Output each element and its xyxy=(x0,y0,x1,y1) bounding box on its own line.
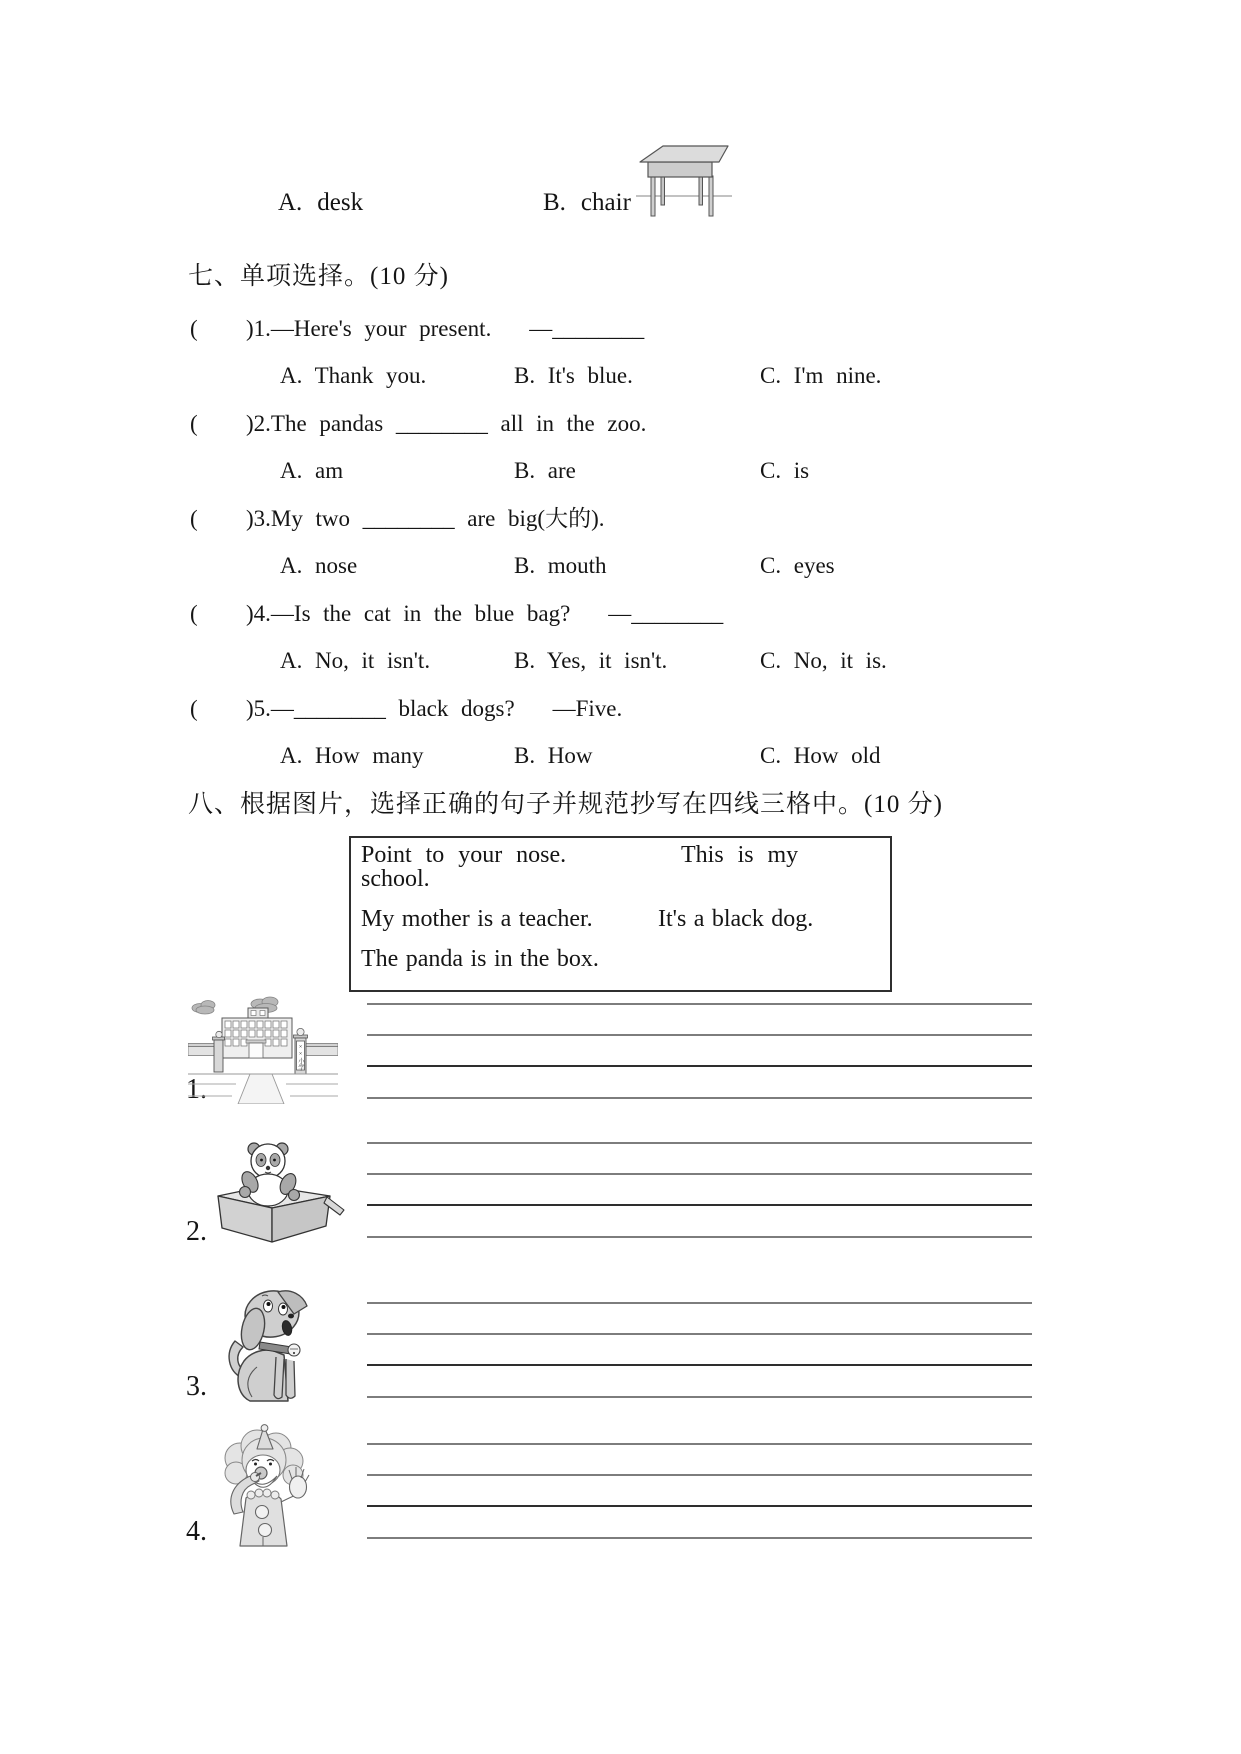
question-3-option-c: C. eyes xyxy=(760,553,835,578)
section-seven-title: 七、单项选择。(10 分) xyxy=(188,263,449,290)
bank-sentence-its-a-black-dog: It's a black dog. xyxy=(658,906,814,932)
writing-grid-3 xyxy=(367,1302,1032,1398)
panda-in-box-illustration xyxy=(208,1140,346,1245)
bank-sentence-school: school. xyxy=(361,866,430,892)
writing-grid-line xyxy=(367,1474,1032,1476)
question-1-stem: )1.—Here's your present. —________ xyxy=(246,316,645,341)
writing-grid-line xyxy=(367,1003,1032,1005)
question-1-bracket: ( xyxy=(190,316,198,341)
question-2-option-c: C. is xyxy=(760,458,810,483)
clown-illustration xyxy=(212,1424,317,1548)
writing-grid-line xyxy=(367,1443,1032,1445)
question-2-option-a: A. am xyxy=(280,458,344,483)
writing-grid-2 xyxy=(367,1142,1032,1238)
writing-grid-line xyxy=(367,1065,1032,1067)
puppy-illustration xyxy=(220,1283,318,1405)
writing-grid-line xyxy=(367,1034,1032,1036)
question-2-option-b: B. are xyxy=(514,458,576,483)
writing-grid-line xyxy=(367,1333,1032,1335)
question-4-bracket: ( xyxy=(190,601,198,626)
item-3-number: 3. xyxy=(186,1371,207,1402)
section-eight-title: 八、根据图片，选择正确的句子并规范抄写在四线三格中。(10 分) xyxy=(188,791,943,818)
question-5-stem: )5.—________ black dogs? —Five. xyxy=(246,696,623,721)
writing-grid-line xyxy=(367,1302,1032,1304)
bank-sentence-my-mother-is-a-teacher: My mother is a teacher. xyxy=(361,906,593,932)
question-1-option-c: C. I'm nine. xyxy=(760,363,882,388)
writing-grid-line xyxy=(367,1396,1032,1398)
question-4-option-a: A. No, it isn't. xyxy=(280,648,431,673)
desk-illustration xyxy=(636,138,732,222)
writing-grid-line xyxy=(367,1204,1032,1206)
school-front-gate-illustration xyxy=(188,996,338,1104)
carryover-option-b: B. chair xyxy=(543,189,631,216)
question-3-bracket: ( xyxy=(190,506,198,531)
question-5-option-c: C. How old xyxy=(760,743,881,768)
writing-grid-4 xyxy=(367,1443,1032,1539)
bank-sentence-this-is-my: This is my xyxy=(681,842,799,868)
bank-sentence-the-panda-is-in-the-box: The panda is in the box. xyxy=(361,946,599,972)
question-2-bracket: ( xyxy=(190,411,198,436)
question-3-stem: )3.My two ________ are big(大的). xyxy=(246,506,605,531)
question-1-option-a: A. Thank you. xyxy=(280,363,427,388)
question-4-option-b: B. Yes, it isn't. xyxy=(514,648,668,673)
question-1-option-b: B. It's blue. xyxy=(514,363,633,388)
cloud-icon xyxy=(192,1001,215,1015)
question-5-option-b: B. How xyxy=(514,743,593,768)
school-sign-text: ××小学 xyxy=(297,1043,304,1071)
item-2-number: 2. xyxy=(186,1216,207,1247)
question-4-option-c: C. No, it is. xyxy=(760,648,887,673)
writing-grid-1 xyxy=(367,1003,1032,1099)
item-4-number: 4. xyxy=(186,1516,207,1547)
question-5-option-a: A. How many xyxy=(280,743,424,768)
question-3-option-b: B. mouth xyxy=(514,553,607,578)
item-1-number: 1. xyxy=(186,1074,207,1105)
writing-grid-line xyxy=(367,1364,1032,1366)
question-4-stem: )4.—Is the cat in the blue bag? —________ xyxy=(246,601,724,626)
writing-grid-line xyxy=(367,1537,1032,1539)
question-3-option-a: A. nose xyxy=(280,553,358,578)
writing-grid-line xyxy=(367,1097,1032,1099)
question-2-stem: )2.The pandas ________ all in the zoo. xyxy=(246,411,647,436)
question-5-bracket: ( xyxy=(190,696,198,721)
writing-grid-line xyxy=(367,1173,1032,1175)
writing-grid-line xyxy=(367,1142,1032,1144)
carryover-option-a: A. desk xyxy=(278,189,364,216)
writing-grid-line xyxy=(367,1505,1032,1507)
bank-sentence-point-to-your-nose: Point to your nose. xyxy=(361,842,567,868)
writing-grid-line xyxy=(367,1236,1032,1238)
